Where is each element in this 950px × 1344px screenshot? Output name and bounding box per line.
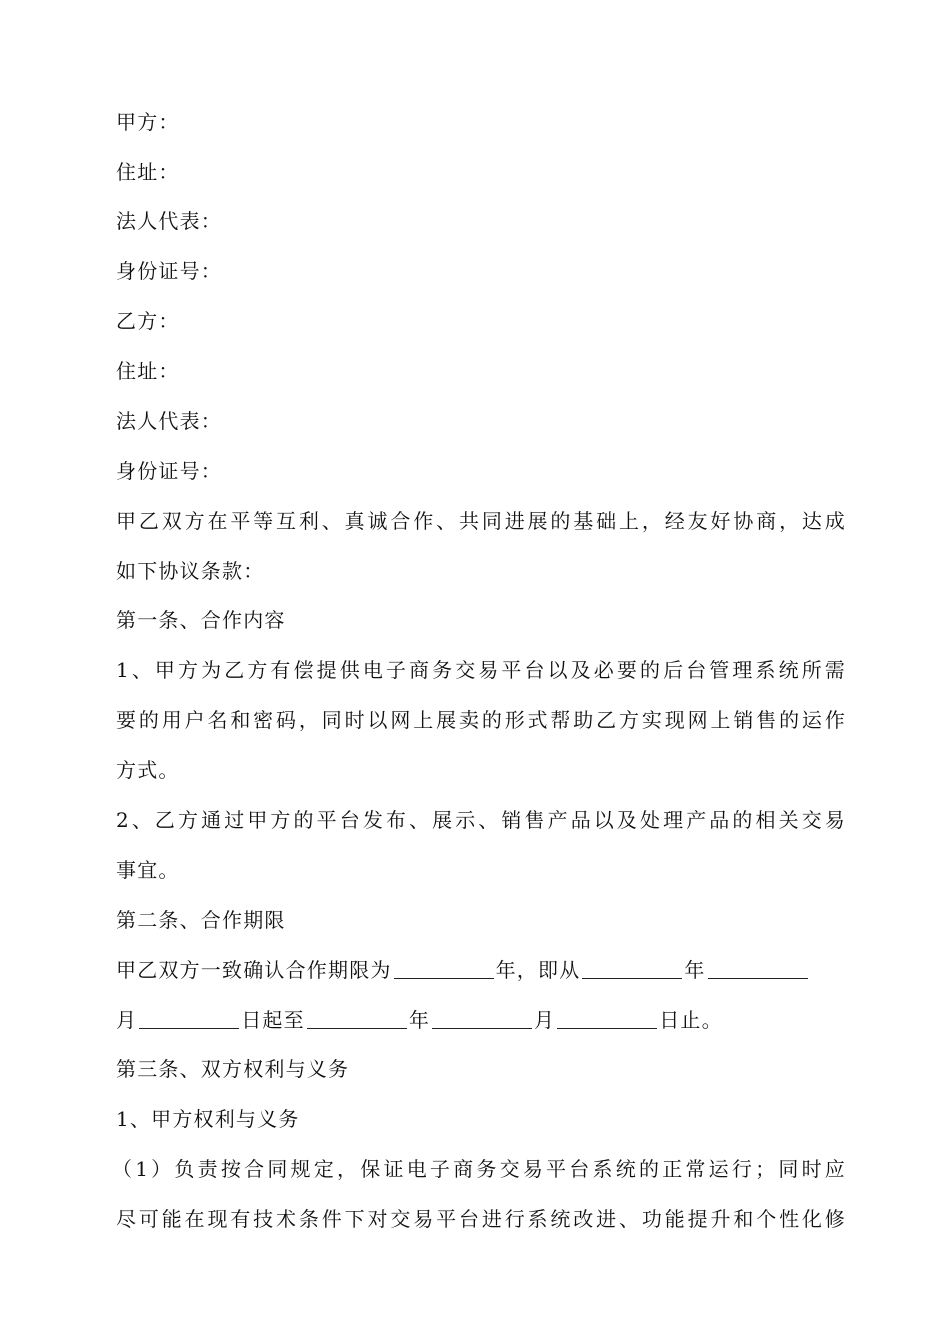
party-a-id-no: 身份证号： — [116, 259, 222, 283]
article-1-item-2-line-1: 2、乙方通过甲方的平台发布、展示、销售产品以及处理产品的相关交易 — [116, 808, 846, 832]
party-b-label: 乙方： — [116, 309, 180, 333]
term-years-blank — [394, 958, 494, 979]
term-text-3: 年 — [684, 958, 706, 982]
party-a-address: 住址： — [116, 160, 180, 184]
party-b-address: 住址： — [116, 359, 180, 383]
article-3-sub-1-title: 1、甲方权利与义务 — [116, 1107, 300, 1131]
article-2-term-line-1 — [116, 954, 846, 986]
article-2-term-line-2 — [116, 1004, 846, 1036]
party-b-id-no: 身份证号： — [116, 459, 222, 483]
intro-line-2: 如下协议条款： — [116, 559, 265, 583]
start-month-blank — [708, 958, 808, 979]
end-year-blank — [307, 1008, 407, 1029]
end-day-blank — [557, 1008, 657, 1029]
intro-line-1: 甲乙双方在平等互利、真诚合作、共同进展的基础上，经友好协商，达成 — [116, 509, 846, 533]
article-1-item-2-line-2: 事宜。 — [116, 858, 180, 882]
term-text-4: 月 — [116, 1008, 138, 1032]
term-text-8: 日止。 — [659, 1008, 723, 1032]
term-text-2: 年，即从 — [495, 958, 581, 982]
article-3-title: 第三条、双方权利与义务 — [116, 1057, 350, 1081]
article-3-clause-1-line-2: 尽可能在现有技术条件下对交易平台进行系统改进、功能提升和个性化修 — [116, 1207, 846, 1231]
article-2-title: 第二条、合作期限 — [116, 908, 286, 932]
party-a-legal-rep: 法人代表： — [116, 209, 222, 233]
article-3-clause-1-line-1: （1）负责按合同规定，保证电子商务交易平台系统的正常运行；同时应 — [112, 1157, 846, 1181]
start-day-blank — [139, 1008, 239, 1029]
article-1-item-1-line-2: 要的用户名和密码，同时以网上展卖的形式帮助乙方实现网上销售的运作 — [116, 708, 846, 732]
term-text-1: 甲乙双方一致确认合作期限为 — [116, 958, 392, 982]
term-text-6: 年 — [408, 1008, 431, 1032]
party-b-legal-rep: 法人代表： — [116, 409, 222, 433]
article-1-item-1-line-1: 1、甲方为乙方有偿提供电子商务交易平台以及必要的后台管理系统所需 — [116, 658, 846, 682]
start-year-blank — [582, 958, 682, 979]
end-month-blank — [432, 1008, 532, 1029]
party-a-label: 甲方： — [116, 110, 180, 134]
term-text-7: 月 — [534, 1008, 556, 1032]
term-text-5: 日起至 — [241, 1008, 305, 1032]
article-1-title: 第一条、合作内容 — [116, 608, 286, 632]
article-1-item-1-line-3: 方式。 — [116, 758, 180, 782]
